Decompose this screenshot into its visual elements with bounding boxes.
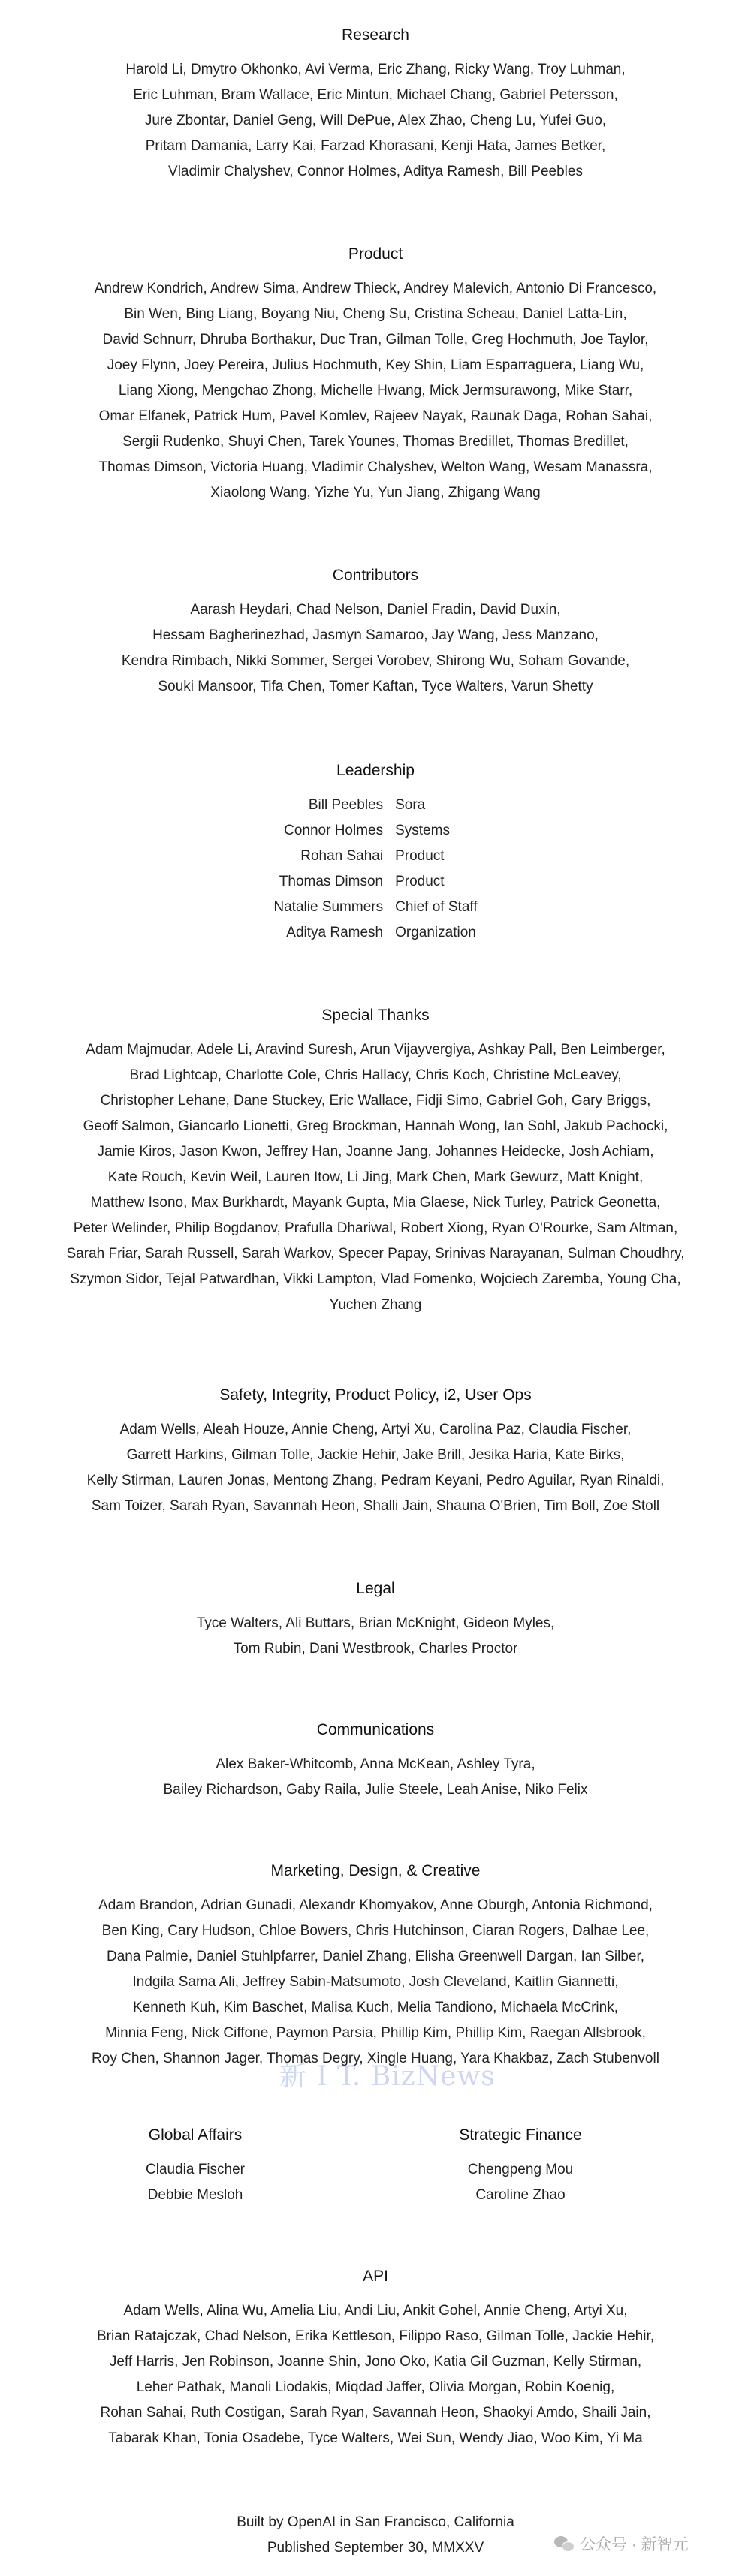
name-line: Andrew Kondrich, Andrew Sima, Andrew Thieck, Andrey Malevich, Antonio Di Francesco, [94,281,657,296]
name-line: Adam Brandon, Adrian Gunadi, Alexandr Khomyakov, Anne Oburgh, Antonia Richmond, [98,1897,653,1913]
section-product [0,242,751,506]
two-column-sections [0,2123,751,2205]
section-legal [0,1576,751,1662]
section-special-thanks [0,1003,751,1318]
name-line: Ben King, Cary Hudson, Chloe Bowers, Chris Hutchinson, Ciaran Rogers, Dalhae Lee, [101,1923,650,1939]
section-heading-product: Product [348,245,403,263]
section-marketing [0,1858,751,2072]
name-line: David Schnurr, Dhruba Borthakur, Duc Tran, Gilman Tolle, Greg Hochmuth, Joe Taylor, [102,332,649,348]
name-line: Jure Zbontar, Daniel Geng, Will DePue, Alex Zhao, Cheng Lu, Yufei Guo, [144,113,607,128]
name-line: Adam Wells, Alina Wu, Amelia Liu, Andi Liu, Ankit Gohel, Annie Cheng, Artyi Xu, [123,2303,628,2319]
name-line: Tabarak Khan, Tonia Osadebe, Tyce Walters, Wei Sun, Wendy Jiao, Woo Kim, Yi Ma [108,2430,643,2446]
name-line: Leher Pathak, Manoli Liodakis, Miqdad Jaffer, Olivia Morgan, Robin Koenig, [136,2379,615,2395]
name-line: Yuchen Zhang [329,1297,422,1313]
name-list-special-thanks [0,1037,751,1318]
name-line: Bailey Richardson, Gaby Raila, Julie Steele, Leah Anise, Niko Felix [163,1782,588,1798]
section-heading-marketing: Marketing, Design, & Creative [270,1862,481,1879]
footer-published: Published September 30, MMXXV [267,2540,484,2556]
leader-role: Organization [395,925,476,940]
name-line: Harold Li, Dmytro Okhonko, Avi Verma, Eric Zhang, Ricky Wang, Troy Luhman, [125,62,626,77]
name-list-contributors [0,597,751,700]
name-line: Adam Majmudar, Adele Li, Aravind Suresh, Arun Vijayvergiya, Ashkay Pall, Ben Leimberger, [86,1042,665,1058]
section-strategic-finance [400,2123,641,2208]
name-line: Kate Rouch, Kevin Weil, Lauren Itow, Li Jing, Mark Chen, Mark Gewurz, Matt Knight, [107,1169,644,1185]
section-heading-safety: Safety, Integrity, Product Policy, i2, User Ops [219,1386,532,1404]
name-line: Pritam Damania, Larry Kai, Farzad Khorasani, Kenji Hata, James Betker, [145,138,606,154]
wechat-icon [554,2536,574,2551]
name-line: Eric Luhman, Bram Wallace, Eric Mintun, Michael Chang, Gabriel Petersson, [133,87,618,103]
name-list-research [0,57,751,185]
name-line: Kelly Stirman, Lauren Jonas, Mentong Zhang, Pedram Keyani, Pedro Aguilar, Ryan Rinaldi, [86,1473,665,1488]
section-communications [0,1717,751,1803]
section-heading-strategic-finance: Strategic Finance [459,2126,582,2144]
section-heading-contributors: Contributors [332,567,419,584]
section-safety [0,1383,751,1519]
section-heading-communications: Communications [316,1721,435,1738]
name-line: Roy Chen, Shannon Jager, Thomas Degry, Xingle Huang, Yara Khakbaz, Zach Stubenvoll [92,2051,659,2066]
name-line: Szymon Sidor, Tejal Patwardhan, Vikki Lampton, Vlad Fomenko, Wojciech Zaremba, Young Cha, [70,1271,681,1287]
watermark-text: 公众号 · 新智元 [580,2536,689,2553]
name-line: Bin Wen, Bing Liang, Boyang Niu, Cheng Su, Cristina Scheau, Daniel Latta-Lin, [124,306,627,322]
name-line: Claudia Fischer [146,2162,245,2177]
leader-name: Rohan Sahai [300,848,384,864]
section-heading-legal: Legal [356,1580,395,1597]
name-line: Caroline Zhao [475,2187,566,2203]
name-line: Vladimir Chalyshev, Connor Holmes, Aditya Ramesh, Bill Peebles [168,164,583,179]
leadership-row [273,895,477,920]
leadership-row [273,920,477,946]
section-research [0,23,751,185]
name-line: Omar Elfanek, Patrick Hum, Pavel Komlev, Rajeev Nayak, Raunak Daga, Rohan Sahai, [98,408,653,424]
leader-name: Connor Holmes [284,823,384,838]
leadership-row [273,844,477,869]
leadership-row [273,818,477,844]
section-heading-leadership: Leadership [336,762,415,779]
section-contributors [0,563,751,700]
leader-name: Bill Peebles [308,797,384,813]
name-line: Kenneth Kuh, Kim Baschet, Malisa Kuch, Melia Tandiono, Michaela McCrink, [133,2000,618,2015]
leader-role: Systems [395,823,450,838]
name-line: Brian Ratajczak, Chad Nelson, Erika Kettleson, Filippo Raso, Gilman Tolle, Jackie Hehir, [96,2328,655,2344]
section-heading-special-thanks: Special Thanks [321,1007,430,1024]
section-global-affairs [75,2123,315,2208]
name-list-safety [0,1417,751,1519]
leader-role: Product [395,874,445,889]
name-line: Sarah Friar, Sarah Russell, Sarah Warkov, Specer Papay, Srinivas Narayanan, Sulman Choudhry, [66,1246,685,1262]
name-line: Kendra Rimbach, Nikki Sommer, Sergei Vorobev, Shirong Wu, Soham Govande, [121,653,630,669]
name-list-strategic-finance [400,2157,641,2208]
name-line: Brad Lightcap, Charlotte Cole, Chris Hallacy, Chris Koch, Christine McLeavey, [129,1067,622,1083]
name-line: Matthew Isono, Max Burkhardt, Mayank Gupta, Mia Glaese, Nick Turley, Patrick Geonetta, [90,1195,661,1211]
name-line: Xiaolong Wang, Yizhe Yu, Yun Jiang, Zhigang Wang [210,485,541,501]
leader-name: Natalie Summers [273,899,384,915]
name-line: Sam Toizer, Sarah Ryan, Savannah Heon, Shalli Jain, Shauna O'Brien, Tim Boll, Zoe Stoll [91,1498,660,1514]
name-line: Tyce Walters, Ali Buttars, Brian McKnight, Gideon Myles, [196,1615,555,1631]
name-line: Jeff Harris, Jen Robinson, Joanne Shin, Jono Oko, Katia Gil Guzman, Kelly Stirman, [109,2354,642,2370]
name-list-product [0,276,751,506]
wechat-watermark [554,2532,689,2555]
name-line: Souki Mansoor, Tifa Chen, Tomer Kaftan, Tyce Walters, Varun Shetty [158,679,593,694]
name-line: Indgila Sama Ali, Jeffrey Sabin-Matsumoto, Josh Cleveland, Kaitlin Giannetti, [132,1974,619,1990]
name-line: Jamie Kiros, Jason Kwon, Jeffrey Han, Joanne Jang, Johannes Heidecke, Josh Achiam, [97,1144,654,1160]
leader-name: Aditya Ramesh [286,925,384,940]
name-line: Minnia Feng, Nick Ciffone, Paymon Parsia, Phillip Kim, Phillip Kim, Raegan Allsbrook, [105,2025,646,2041]
leader-role: Chief of Staff [395,899,478,915]
name-line: Sergii Rudenko, Shuyi Chen, Tarek Younes, Thomas Bredillet, Thomas Bredillet, [122,434,629,450]
name-list-api [0,2298,751,2451]
name-list-global-affairs [75,2157,315,2208]
name-line: Peter Welinder, Philip Bogdanov, Prafulla Dhariwal, Robert Xiong, Ryan O'Rourke, Sam Altman, [73,1220,678,1236]
section-heading-global-affairs: Global Affairs [148,2126,243,2144]
name-line: Adam Wells, Aleah Houze, Annie Cheng, Artyi Xu, Carolina Paz, Claudia Fischer, [119,1422,632,1437]
name-list-marketing [0,1893,751,2072]
footer-built-by: Built by OpenAI in San Francisco, California [237,2514,514,2530]
name-list-legal [0,1611,751,1662]
name-line: Alex Baker-Whitcomb, Anna McKean, Ashley Tyra, [216,1756,535,1772]
name-list-communications [0,1752,751,1803]
name-line: Debbie Mesloh [147,2187,243,2203]
name-line: Liang Xiong, Mengchao Zhong, Michelle Hwang, Mick Jermsurawong, Mike Starr, [118,383,633,399]
name-line: Chengpeng Mou [467,2162,574,2177]
leadership-row [273,793,477,818]
section-leadership [0,758,751,946]
name-line: Joey Flynn, Joey Pereira, Julius Hochmuth, Key Shin, Liam Esparraguera, Liang Wu, [107,357,644,373]
leadership-row [273,869,477,895]
name-line: Rohan Sahai, Ruth Costigan, Sarah Ryan, Savannah Heon, Shaokyi Amdo, Shaili Jain, [100,2405,651,2421]
leader-role: Product [395,848,445,864]
section-heading-research: Research [342,26,409,44]
name-line: Garrett Harkins, Gilman Tolle, Jackie Hehir, Jake Brill, Jesika Haria, Kate Birks, [126,1447,625,1463]
leadership-table [273,793,477,946]
leader-name: Thomas Dimson [279,874,384,889]
leader-role: Sora [395,797,426,813]
name-line: Thomas Dimson, Victoria Huang, Vladimir Chalyshev, Welton Wang, Wesam Manassra, [98,459,653,475]
overlay-watermark: 新 I T. BizNews [279,2061,496,2092]
name-line: Hessam Bagherinezhad, Jasmyn Samaroo, Jay Wang, Jess Manzano, [152,627,599,643]
name-line: Aarash Heydari, Chad Nelson, Daniel Fradin, David Duxin, [190,602,561,618]
name-line: Dana Palmie, Daniel Stuhlpfarrer, Daniel Zhang, Elisha Greenwell Dargan, Ian Silber, [106,1949,645,1964]
section-heading-api: API [363,2268,388,2285]
name-line: Geoff Salmon, Giancarlo Lionetti, Greg Brockman, Hannah Wong, Ian Sohl, Jakub Pachocki, [83,1118,668,1134]
name-line: Christopher Lehane, Dane Stuckey, Eric Wallace, Fidji Simo, Gabriel Goh, Gary Briggs, [100,1093,651,1109]
name-line: Tom Rubin, Dani Westbrook, Charles Proctor [233,1641,518,1657]
section-api [0,2264,751,2451]
